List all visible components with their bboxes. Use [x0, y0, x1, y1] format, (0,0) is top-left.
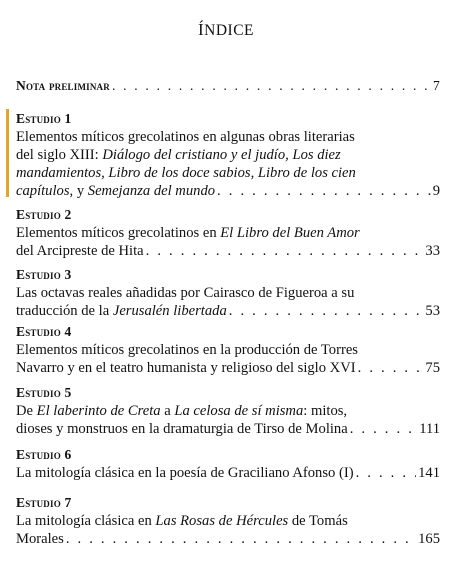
entry-label: Nota preliminar [16, 78, 110, 93]
entry-text: del Arcipreste de Hita [16, 243, 144, 259]
toc-entry-estudio-4[interactable] [16, 323, 440, 377]
entry-text: a [160, 403, 175, 419]
toc-entry-estudio-1[interactable] [16, 110, 440, 200]
entry-text [16, 182, 215, 200]
leader-dots [350, 420, 417, 438]
entry-title-italic: Jerusalén libertada [112, 303, 227, 319]
toc-entry-estudio-6[interactable] [16, 446, 440, 482]
title-rest: NDICE [204, 22, 255, 39]
entry-text: Navarro y en el teatro humanista y religioso del siglo XVI [16, 360, 356, 376]
entry-line [16, 530, 440, 548]
leader-dots [358, 359, 424, 377]
entry-label: Estudio 1 [16, 111, 72, 126]
entry-text: : mitos, [303, 403, 348, 419]
entry-text [16, 302, 227, 320]
entry-line: Elementos míticos grecolatinos en la producción de Torres [16, 342, 358, 358]
entry-text: La mitología clásica en [16, 513, 156, 529]
leader-dots [356, 464, 417, 482]
accent-bar [6, 109, 9, 197]
entry-title-italic: capítulos, [16, 183, 74, 199]
leader-dots [112, 77, 431, 95]
page-number: 53 [425, 303, 440, 319]
page-number: 141 [418, 465, 440, 481]
page-number: 7 [433, 78, 440, 93]
toc-entry-estudio-2[interactable] [16, 206, 440, 260]
entry-line [16, 420, 440, 438]
entry-title-italic: Las Rosas de Hércules [155, 513, 289, 529]
title-initial: Í [197, 20, 205, 39]
entry-text: Morales [16, 531, 64, 547]
page-number: 111 [419, 421, 440, 437]
entry-title-italic: El laberinto de Creta [36, 403, 161, 419]
entry-label: Estudio 6 [16, 447, 72, 462]
leader-dots [229, 302, 424, 320]
entry-line [16, 164, 440, 182]
page-number: 33 [425, 243, 440, 259]
entry-text-plain: y [73, 183, 88, 199]
entry-text: del siglo XIII: [16, 147, 103, 163]
entry-title-italic: La celosa de sí misma [174, 403, 304, 419]
entry-line [16, 512, 440, 530]
entry-line [16, 146, 440, 164]
entry-text: Elementos míticos grecolatinos en [16, 225, 221, 241]
entry-title-italic: El Libro del Buen Amor [220, 225, 360, 241]
entry-label: Estudio 5 [16, 385, 72, 400]
entry-text: de Tomás [288, 513, 348, 529]
entry-text-plain: traducción de la [16, 303, 113, 319]
entry-text: La mitología clásica en la poesía de Graciliano Afonso (I) [16, 465, 354, 481]
entry-label: Estudio 7 [16, 495, 72, 510]
page-number: 75 [425, 360, 440, 376]
entry-line [16, 359, 440, 377]
entry-title-italic: mandamientos, Libro de los doce sabios, Libro de los cien [16, 165, 356, 181]
leader-dots [146, 242, 424, 260]
entry-label: Estudio 2 [16, 207, 72, 222]
entry-title-italic: Diálogo del cristiano y el judío, Los diez [102, 147, 341, 163]
entry-text: dioses y monstruos en la dramaturgia de Tirso de Molina [16, 421, 348, 437]
entry-line [16, 224, 440, 242]
leader-dots [66, 530, 416, 548]
entry-label: Estudio 4 [16, 324, 72, 339]
entry-line [16, 464, 440, 482]
entry-line [16, 182, 440, 200]
page-number: 165 [418, 531, 440, 547]
leader-dots [217, 182, 431, 200]
entry-line [16, 402, 440, 420]
page-number: 9 [432, 183, 440, 199]
page-title [0, 20, 452, 40]
toc-entry-preliminar[interactable] [16, 77, 440, 95]
toc-entry-estudio-5[interactable] [16, 384, 440, 438]
entry-title-italic: Semejanza del mundo [87, 183, 216, 199]
toc-entry-estudio-7[interactable] [16, 494, 440, 548]
toc-entry-estudio-3[interactable] [16, 266, 440, 320]
entry-line: Elementos míticos grecolatinos en algunas obras literarias [16, 129, 355, 145]
entry-line [16, 242, 440, 260]
entry-line [16, 302, 440, 320]
entry-text: De [16, 403, 37, 419]
entry-line: Las octavas reales añadidas por Cairasco de Figueroa a su [16, 285, 355, 301]
entry-label: Estudio 3 [16, 267, 72, 282]
